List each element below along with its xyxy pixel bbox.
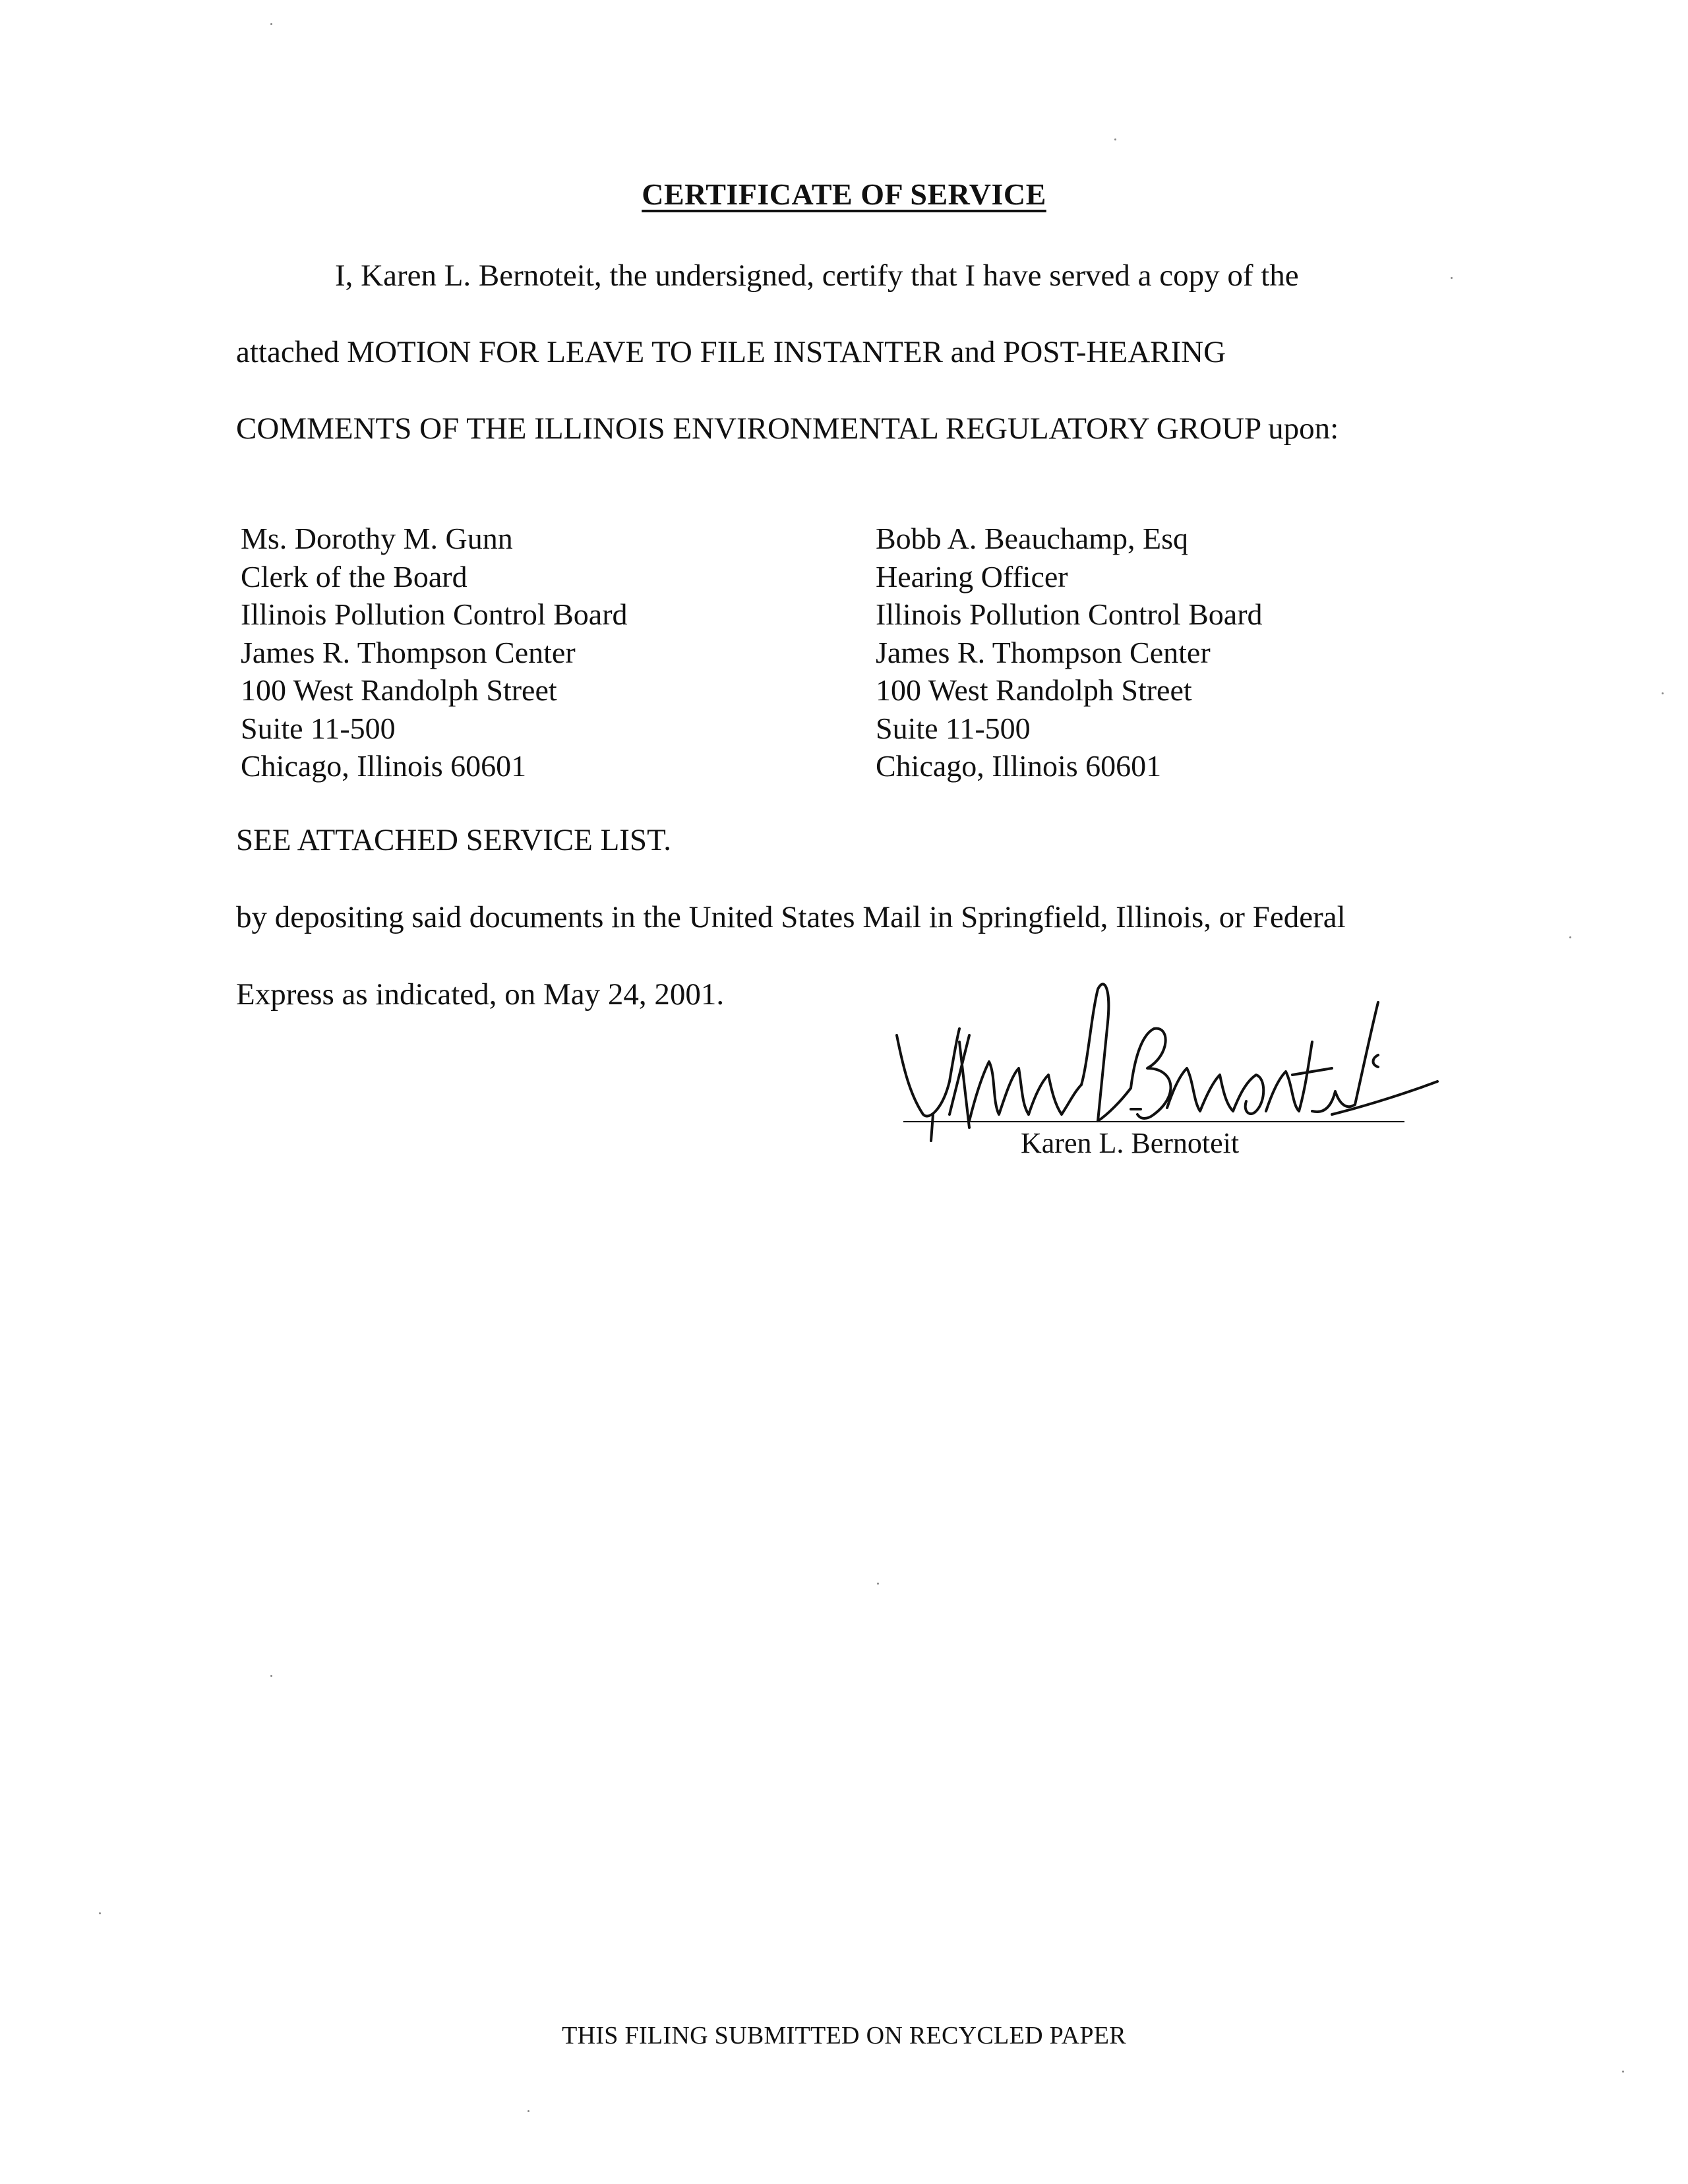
- scan-speck: [1451, 277, 1453, 279]
- address-line: 100 West Randolph Street: [876, 673, 1192, 707]
- depositing-statement-line-2: Express as indicated, on May 24, 2001.: [236, 977, 725, 1012]
- address-line: 100 West Randolph Street: [241, 673, 557, 707]
- address-line: James R. Thompson Center: [876, 635, 1211, 669]
- scan-speck: [270, 1675, 272, 1677]
- intro-paragraph-line-1: I, Karen L. Bernoteit, the undersigned, certify that I have served a copy of the: [335, 258, 1299, 293]
- signature-line: [903, 1121, 1404, 1122]
- address-line: James R. Thompson Center: [241, 635, 576, 669]
- address-line: Bobb A. Beauchamp, Esq: [876, 522, 1188, 555]
- depositing-statement-line-1: by depositing said documents in the United States Mail in Springfield, Illinois, or Federal: [236, 900, 1346, 934]
- scan-speck: [270, 23, 272, 25]
- address-line: Illinois Pollution Control Board: [241, 597, 628, 631]
- scan-speck: [1622, 2071, 1624, 2073]
- signer-name: Karen L. Bernoteit: [1021, 1127, 1240, 1159]
- address-line: Suite 11-500: [876, 711, 1031, 745]
- scan-speck: [99, 1912, 101, 1914]
- recycled-paper-footer: THIS FILING SUBMITTED ON RECYCLED PAPER: [562, 2022, 1126, 2049]
- recipient-address-left: [241, 520, 628, 785]
- address-line: Suite 11-500: [241, 711, 396, 745]
- scan-speck: [1569, 936, 1571, 938]
- certificate-title: CERTIFICATE OF SERVICE: [642, 177, 1046, 211]
- scan-speck: [528, 2110, 529, 2112]
- scan-speck: [1114, 138, 1116, 140]
- address-line: Clerk of the Board: [241, 559, 467, 593]
- address-line: Ms. Dorothy M. Gunn: [241, 522, 513, 555]
- see-attached-service-list: SEE ATTACHED SERVICE LIST.: [236, 823, 672, 857]
- address-line: Chicago, Illinois 60601: [241, 749, 527, 783]
- intro-paragraph-line-2: attached MOTION FOR LEAVE TO FILE INSTANTER and POST-HEARING: [236, 335, 1226, 369]
- recipient-address-right: [876, 520, 1263, 785]
- scan-speck: [1662, 692, 1664, 694]
- address-line: Illinois Pollution Control Board: [876, 597, 1263, 631]
- scan-speck: [877, 1583, 879, 1585]
- intro-paragraph-line-3: COMMENTS OF THE ILLINOIS ENVIRONMENTAL REGULATORY GROUP upon:: [236, 411, 1339, 446]
- address-line: Hearing Officer: [876, 559, 1068, 593]
- address-line: Chicago, Illinois 60601: [876, 749, 1162, 783]
